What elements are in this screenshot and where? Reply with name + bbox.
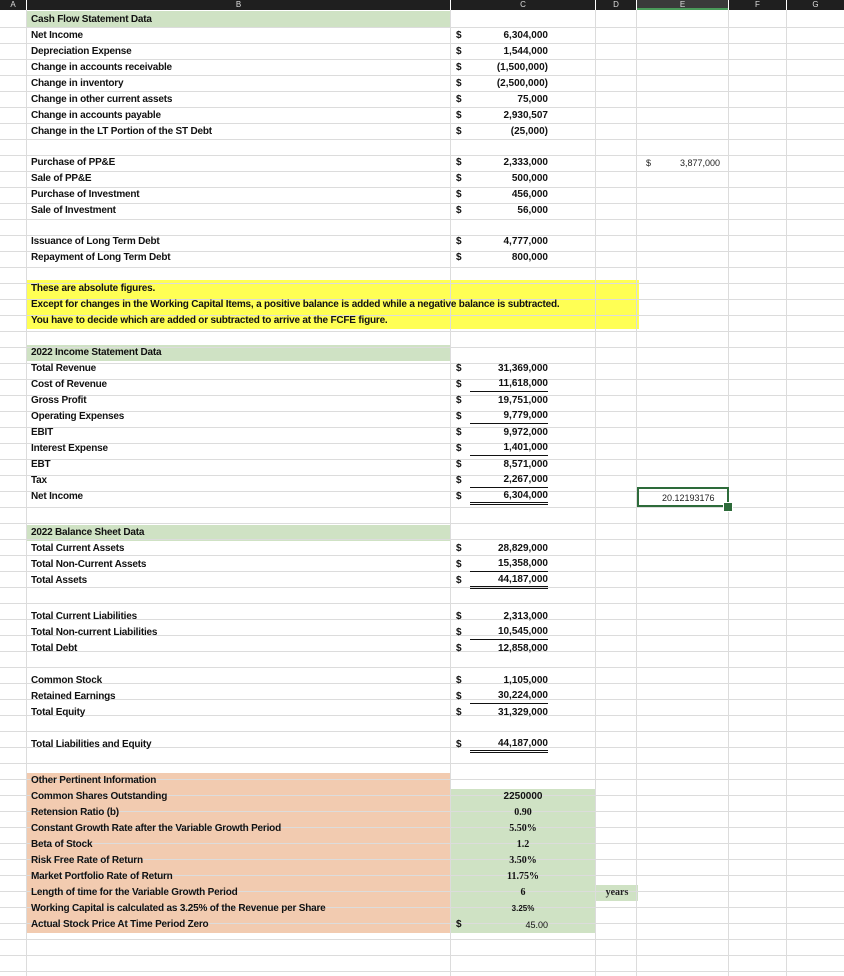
row-gridline	[0, 955, 844, 956]
row-value[interactable]: 8,571,000	[503, 459, 548, 470]
row-gridline	[0, 379, 844, 380]
row-gridline	[0, 203, 844, 204]
side-total-cell[interactable]: 3,877,000	[679, 158, 720, 168]
row-label[interactable]: Change in other current assets	[31, 94, 173, 105]
row-label[interactable]: Issuance of Long Term Debt	[31, 236, 160, 247]
row-value[interactable]: 56,000	[517, 205, 548, 216]
row-label[interactable]: Total Current Assets	[31, 543, 125, 554]
row-gridline	[0, 331, 844, 332]
row-label[interactable]: Total Debt	[31, 643, 78, 654]
row-gridline	[0, 443, 844, 444]
row-value[interactable]: 31,329,000	[497, 707, 548, 718]
row-label[interactable]: Depreciation Expense	[31, 46, 132, 57]
row-gridline	[0, 843, 844, 844]
row-value[interactable]: 2,267,000	[470, 473, 548, 488]
row-value[interactable]: 9,972,000	[503, 427, 548, 438]
currency-sign: $	[456, 443, 462, 454]
row-value[interactable]: 11,618,000	[470, 377, 548, 392]
currency-sign: $	[456, 559, 462, 570]
row-gridline	[0, 395, 844, 396]
row-gridline	[0, 971, 844, 972]
row-label[interactable]: Total Non-Current Assets	[31, 559, 147, 570]
column-header-a[interactable]: A	[0, 0, 26, 10]
row-value[interactable]: (25,000)	[510, 126, 548, 137]
row-value[interactable]: 2,333,000	[503, 157, 548, 168]
column-header-e[interactable]: E	[637, 0, 728, 10]
currency-sign: $	[456, 395, 462, 406]
column-header-b[interactable]: B	[27, 0, 450, 10]
row-label[interactable]: Risk Free Rate of Return	[31, 855, 143, 866]
currency-sign: $	[456, 427, 462, 438]
row-label[interactable]: Total Revenue	[31, 363, 97, 374]
row-value[interactable]: 6,304,000	[503, 30, 548, 41]
note-line-1[interactable]: These are absolute figures.	[31, 283, 156, 294]
row-gridline	[0, 683, 844, 684]
cash-flow-title[interactable]: Cash Flow Statement Data	[31, 14, 152, 25]
row-label[interactable]: Change in the LT Portion of the ST Debt	[31, 126, 212, 137]
row-label[interactable]: Common Shares Outstanding	[31, 791, 168, 802]
column-header-g[interactable]: G	[787, 0, 844, 10]
total-liabilities-equity-value[interactable]: 44,187,000	[470, 737, 548, 753]
row-label[interactable]: Common Stock	[31, 675, 102, 686]
currency-sign: $	[456, 491, 462, 502]
row-value[interactable]: 2,930,507	[503, 110, 548, 121]
years-label[interactable]: years	[605, 887, 629, 898]
row-label[interactable]: Retension Ratio (b)	[31, 807, 119, 818]
row-value[interactable]: 1,544,000	[503, 46, 548, 57]
currency-sign: $	[456, 379, 462, 390]
row-value[interactable]: 2250000	[503, 791, 543, 802]
currency-sign: $	[456, 252, 462, 263]
note-line-2[interactable]: Except for changes in the Working Capital Items, a positive balance is added while a negative balance is subtracted.	[31, 299, 560, 310]
row-gridline	[0, 219, 844, 220]
row-gridline	[0, 411, 844, 412]
row-gridline	[0, 507, 844, 508]
row-value[interactable]: 6	[520, 887, 526, 898]
currency-sign: $	[456, 707, 462, 718]
currency-sign: $	[456, 919, 462, 930]
row-label[interactable]: Sale of PP&E	[31, 173, 92, 184]
currency-sign: $	[456, 575, 462, 586]
row-value[interactable]: 19,751,000	[497, 395, 548, 406]
row-value[interactable]: 11.75%	[507, 871, 539, 882]
row-gridline	[0, 763, 844, 764]
row-gridline	[0, 811, 844, 812]
row-value[interactable]: 2,313,000	[503, 611, 548, 622]
currency-sign: $	[456, 205, 462, 216]
currency-sign: $	[456, 110, 462, 121]
currency-sign: $	[456, 189, 462, 200]
row-label[interactable]: Retained Earnings	[31, 691, 116, 702]
row-value[interactable]: 6,304,000	[470, 489, 548, 505]
row-label[interactable]: Change in accounts payable	[31, 110, 161, 121]
row-label[interactable]: Change in inventory	[31, 78, 124, 89]
row-value[interactable]: 1,105,000	[503, 675, 548, 686]
row-label[interactable]: Tax	[31, 475, 47, 486]
currency-sign: $	[456, 675, 462, 686]
row-value[interactable]: 5.50%	[509, 823, 537, 834]
currency-sign: $	[456, 363, 462, 374]
row-value[interactable]: 30,224,000	[470, 689, 548, 704]
row-label[interactable]: Sale of Investment	[31, 205, 116, 216]
row-value[interactable]: 456,000	[511, 189, 548, 200]
row-label[interactable]: Purchase of Investment	[31, 189, 140, 200]
row-label[interactable]: Net Income	[31, 491, 83, 502]
currency-sign: $	[456, 46, 462, 57]
currency-sign: $	[456, 236, 462, 247]
row-label[interactable]: Total Equity	[31, 707, 86, 718]
row-value[interactable]: (2,500,000)	[496, 78, 548, 89]
row-gridline	[0, 651, 844, 652]
row-label[interactable]: Total Assets	[31, 575, 87, 586]
row-gridline	[0, 667, 844, 668]
row-gridline	[0, 715, 844, 716]
row-value[interactable]: 15,358,000	[470, 557, 548, 572]
row-value[interactable]: 3.25%	[511, 904, 535, 913]
row-gridline	[0, 267, 844, 268]
currency-sign: $	[456, 173, 462, 184]
row-gridline	[0, 587, 844, 588]
row-gridline	[0, 363, 844, 364]
currency-sign: $	[456, 475, 462, 486]
side-currency-sign: $	[646, 158, 652, 168]
row-label[interactable]: Constant Growth Rate after the Variable Growth Period	[31, 823, 281, 834]
row-value[interactable]: 3.50%	[509, 855, 537, 866]
total-liabilities-equity-label[interactable]: Total Liabilities and Equity	[31, 739, 152, 750]
row-label[interactable]: EBIT	[31, 427, 53, 438]
row-gridline	[0, 603, 844, 604]
column-header-d[interactable]: D	[596, 0, 636, 10]
row-value[interactable]: 44,187,000	[470, 573, 548, 589]
row-gridline	[0, 459, 844, 460]
row-value[interactable]: 0.90	[514, 807, 532, 818]
row-label[interactable]: EBT	[31, 459, 51, 470]
row-label[interactable]: Total Non-current Liabilities	[31, 627, 158, 638]
currency-sign: $	[456, 643, 462, 654]
row-label[interactable]: Total Current Liabilities	[31, 611, 137, 622]
fill-handle[interactable]	[723, 502, 733, 512]
row-gridline	[0, 171, 844, 172]
row-label[interactable]: Working Capital is calculated as 3.25% of the Revenue per Share	[31, 903, 326, 914]
row-value[interactable]: 1.2	[516, 839, 530, 850]
row-value[interactable]: 1,401,000	[470, 441, 548, 456]
row-label[interactable]: Purchase of PP&E	[31, 157, 116, 168]
currency-sign: $	[456, 739, 462, 750]
row-value[interactable]: 31,369,000	[497, 363, 548, 374]
currency-sign: $	[456, 62, 462, 73]
currency-sign: $	[456, 611, 462, 622]
row-value[interactable]: 28,829,000	[497, 543, 548, 554]
row-value[interactable]: (1,500,000)	[496, 62, 548, 73]
column-header-c[interactable]: C	[451, 0, 595, 10]
row-label[interactable]: Change in accounts receivable	[31, 62, 172, 73]
row-label[interactable]: Operating Expenses	[31, 411, 125, 422]
row-gridline	[0, 427, 844, 428]
currency-sign: $	[456, 543, 462, 554]
row-value[interactable]: 9,779,000	[470, 409, 548, 424]
row-value[interactable]: 45.00	[525, 920, 548, 930]
balance-title[interactable]: 2022 Balance Sheet Data	[31, 527, 145, 538]
row-gridline	[0, 731, 844, 732]
currency-sign: $	[456, 94, 462, 105]
row-gridline	[0, 523, 844, 524]
currency-sign: $	[456, 30, 462, 41]
row-value[interactable]: 12,858,000	[497, 643, 548, 654]
row-gridline	[0, 939, 844, 940]
row-gridline	[0, 699, 844, 700]
row-value[interactable]: 500,000	[511, 173, 548, 184]
column-header-f[interactable]: F	[729, 0, 786, 10]
row-label[interactable]: Market Portfolio Rate of Return	[31, 871, 173, 882]
currency-sign: $	[456, 627, 462, 638]
row-label[interactable]: Interest Expense	[31, 443, 108, 454]
active-cell-value[interactable]: 20.12193176	[662, 493, 715, 503]
currency-sign: $	[456, 157, 462, 168]
currency-sign: $	[456, 78, 462, 89]
row-label[interactable]: Cost of Revenue	[31, 379, 107, 390]
row-label[interactable]: Beta of Stock	[31, 839, 93, 850]
other-info-title[interactable]: Other Pertinent Information	[31, 775, 157, 786]
row-label[interactable]: Net Income	[31, 30, 83, 41]
income-title[interactable]: 2022 Income Statement Data	[31, 347, 162, 358]
currency-sign: $	[456, 411, 462, 422]
row-gridline	[0, 475, 844, 476]
currency-sign: $	[456, 126, 462, 137]
row-gridline	[0, 555, 844, 556]
row-value[interactable]: 800,000	[511, 252, 548, 263]
row-value[interactable]: 75,000	[517, 94, 548, 105]
row-label[interactable]: Length of time for the Variable Growth Period	[31, 887, 238, 898]
row-label[interactable]: Actual Stock Price At Time Period Zero	[31, 919, 209, 930]
row-value[interactable]: 4,777,000	[503, 236, 548, 247]
row-value[interactable]: 10,545,000	[470, 625, 548, 640]
row-label[interactable]: Gross Profit	[31, 395, 87, 406]
currency-sign: $	[456, 691, 462, 702]
currency-sign: $	[456, 459, 462, 470]
row-label[interactable]: Repayment of Long Term Debt	[31, 252, 171, 263]
note-line-3[interactable]: You have to decide which are added or subtracted to arrive at the FCFE figure.	[31, 315, 388, 326]
